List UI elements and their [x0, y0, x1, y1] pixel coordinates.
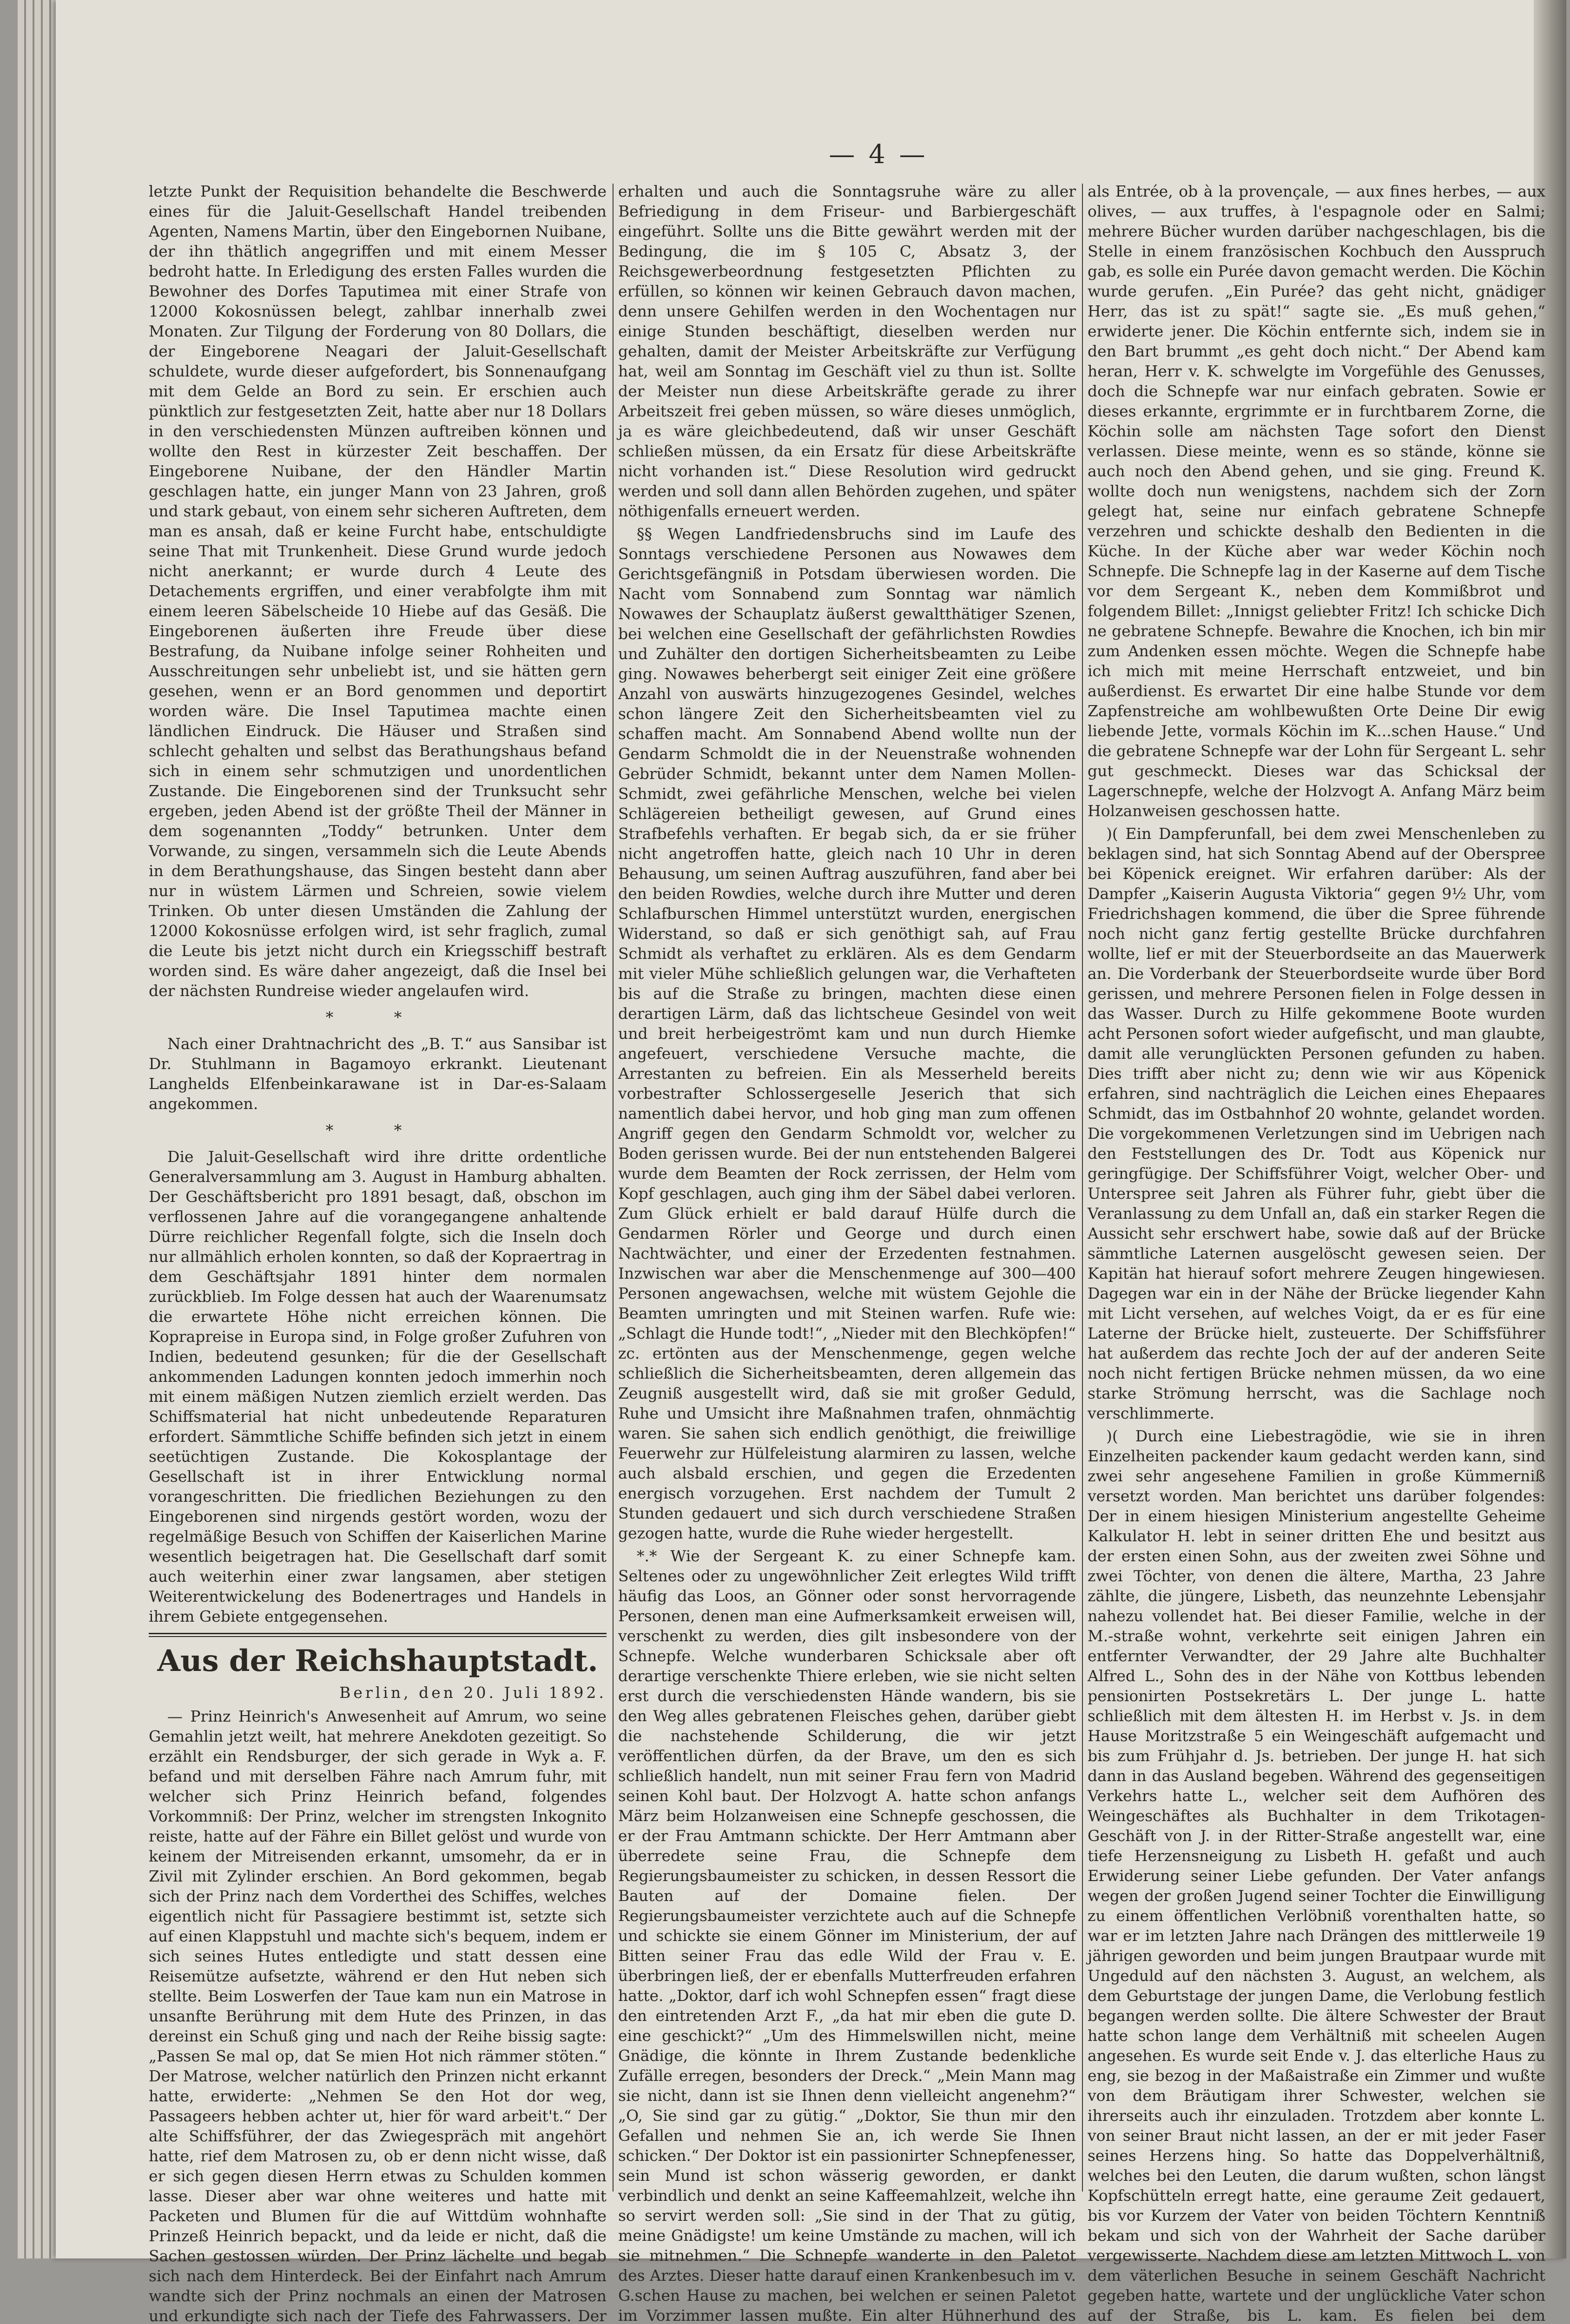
article-paragraph: letzte Punkt der Requisition behandelte die Beschwerde eines für die Jaluit-Gesellschaft Handel treibenden Agenten, Namens Martin, über den Eingebornen Nuibane, der ihn thätlich angegriffen und mit einem Messer bedroht hatte. In Erledigung des ersten Falles wurden die Bewohner des Dorfes Taputimea mit einer Strafe von 12000 Kokosnüssen belegt, zahlbar innerhalb zwei Monaten. Zur Tilgung der Forderung von 80 Dollars, die der Eingeborene Neagari der Jaluit-Gesellschaft schuldete, wurde dieser aufgefordert, bis Sonnenaufgang mit dem Gelde an Bord zu sein. Er erschien auch pünktlich zur festgesetzten Zeit, hatte aber nur 18 Dollars in den verschiedensten Münzen auftreiben können und wollte den Rest in kürzester Zeit beschaffen. Der Eingeborene Nuibane, der den Händler Martin geschlagen hatte, ein junger Mann von 23 Jahren, groß und stark gebaut, von einem sehr sicheren Auftreten, dem man es ansah, daß er keine Furcht habe, entschuldigte seine That mit Trunkenheit. Diese Grund wurde jedoch nicht anerkannt; er wurde durch 4 Leute des Detachements ergriffen, und einer verabfolgte ihm mit einem leeren Säbelscheide 10 Hiebe auf das Gesäß. Die Eingeborenen äußerten ihre Freude über diese Bestrafung, da Nuibane infolge seiner Rohheiten und Ausschreitungen sehr unbeliebt ist, und sie hätten gern gesehen, wenn er an Bord genommen und deportirt worden wäre. Die Insel Taputimea machte einen ländlichen Eindruck. Die Häuser und Straßen sind schlecht gehalten und selbst das Berathungshaus befand sich in einem sehr schmutzigen und unordentlichen Zustande. Die Eingeborenen sind der Trunksucht sehr ergeben, jeden Abend ist der größte Theil der Männer in dem sogenannten „Toddy“ betrunken. Unter dem Vorwande, zu singen, versammeln sich die Leute Abends in dem Berathungshause, das Singen besteht dann aber nur in wüstem Lärmen und Schreien, sowie vielem Trinken. Ob unter diesen Umständen die Zahlung der 12000 Kokosnüsse erfolgen wird, ist sehr fraglich, zumal die Leute bis jetzt nicht durch ein Kriegsschiff bestraft worden sind. Es wäre daher angezeigt, daß die Insel bei der nächsten Rundreise wieder angelaufen wird. [149, 182, 607, 1000]
article-paragraph: Nach einer Drahtnachricht des „B. T.“ aus Sansibar ist Dr. Stuhlmann in Bagamoyo erkrankt. Lieutenant Langhelds Elfenbeinkarawane ist in Dar-es-Salaam angekommen. [149, 1035, 607, 1113]
page-number: — 4 — [829, 139, 928, 170]
section-heading: Aus der Reichshauptstadt. [157, 1644, 598, 1678]
separator-stars: * * [325, 1121, 430, 1139]
dateline: Berlin, den 20. Juli 1892. [339, 1684, 607, 1702]
column-3 [1088, 181, 1545, 2324]
article-paragraph: §§ Wegen Landfriedensbruchs sind im Laufe des Sonntags verschiedene Personen aus Nowawes dem Gerichtsgefängniß in Potsdam überwiesen worden. Die Nacht vom Sonnabend zum Sonntag war nämlich Nowawes der Schauplatz äußerst gewaltthätiger Szenen, bei welchen eine Gesellschaft der gefährlichsten Rowdies und Zuhälter den dortigen Sicherheitsbeamten zu Leibe ging. Nowawes beherbergt seit einiger Zeit eine größere Anzahl von auswärts hinzugezogenes Gesindel, welches schon längere Zeit den Sicherheitsbeamten viel zu schaffen macht. Am Sonnabend Abend wollte nun der Gendarm Schmoldt die in der Neuenstraße wohnenden Gebrüder Schmidt, bekannt unter dem Namen Mollen-Schmidt, zwei gefährliche Menschen, welche bei vielen Schlägereien betheiligt gewesen, auf Grund eines Strafbefehls verhaften. Er begab sich, da er sie früher nicht angetroffen hatte, gleich nach 10 Uhr in deren Behausung, um seinen Auftrag auszuführen, fand aber bei den beiden Rowdies, welche durch ihre Mutter und deren Schlafburschen Himmel unterstützt wurden, energischen Widerstand, so daß er sich genöthigt sah, auf Frau Schmidt als verhaftet zu erklären. Als es dem Gendarm mit vieler Mühe schließlich gelungen war, die Verhafteten bis auf die Straße zu bringen, machten diese einen derartigen Lärm, daß das lichtscheue Gesindel von weit und breit herbeigeströmt kam und nun durch Hiemke angefeuert, verschiedene Versuche machte, die Arrestanten zu befreien. Ein als Messerheld bereits vorbestrafter Schlossergeselle Jeserich that sich namentlich dabei hervor, und hob ging man zum offenen Angriff gegen den Gendarm Schmoldt vor, welcher zu Boden gerissen wurde. Bei der nun entstehenden Balgerei wurde dem Beamten der Rock zerrissen, der Helm vom Kopf geschlagen, auch ging ihm der Säbel dabei verloren. Zum Glück erhielt er bald darauf Hülfe durch die Gendarmen Rörler und George und durch einen Nachtwächter, und einer der Erzedenten festnahmen. Inzwischen war aber die Menschenmenge auf 300—400 Personen angewachsen, welche mit wüstem Gejohle die Beamten umringten und mit Steinen warfen. Rufe wie: „Schlagt die Hunde todt!“, „Nieder mit den Blechköpfen!“ zc. ertönten aus der Menschenmenge, gegen welche schließlich die Sicherheitsbeamten, deren allgemein das Zeugniß ausgestellt wird, daß sie mit großer Geduld, Ruhe und Umsicht ihre Maßnahmen trafen, ohnmächtig waren. Sie sahen sich endlich genöthigt, die freiwillige Feuerwehr zur Hülfeleistung alarmiren zu lassen, welche auch alsbald erschien, und gegen die Erzedenten energisch vorzugehen. Erst nachdem der Tumult 2 Stunden gedauert und sich durch verschiedene Straßen gezogen hatte, wurde die Ruhe wieder hergestellt. [618, 525, 1076, 1542]
column-2 [618, 181, 1076, 2324]
column-rule-2 [1082, 184, 1083, 2192]
separator-stars: * * [325, 1008, 430, 1026]
article-paragraph: *.* Wie der Sergeant K. zu einer Schnepfe kam. Seltenes oder zu ungewöhnlicher Zeit erlegtes Wild trifft häufig das Loos, an Gönner oder sonst hervorragende Personen, denen man eine Aufmerksamkeit erweisen will, verschenkt zu werden, dies gilt insbesondere von der Schnepfe. Welche wunderbaren Schicksale aber oft derartige verschenkte Thiere erleben, wie sie nicht selten erst durch die verschiedensten Hände wandern, bis sie den Weg alles gebratenen Fleisches gehen, darüber giebt die nachstehende Schilderung, die wir jetzt veröffentlichen dürfen, da der Brave, um den es sich schließlich handelt, nun mit seiner Frau fern von Madrid seinen Kohl baut. Der Holzvogt A. hatte schon anfangs März beim Holzanweisen eine Schnepfe geschossen, die er der Frau Amtmann schickte. Der Herr Amtmann aber überredete seine Frau, die Schnepfe dem Regierungsbaumeister zu schicken, in dessen Ressort die Bauten auf der Domaine fielen. Der Regierungsbaumeister verzichtete auch auf die Schnepfe und schickte sie einem Gönner im Ministerium, der auf Bitten seiner Frau das edle Wild der Frau v. E. überbringen ließ, der er ebenfalls Mutterfreuden erfahren hatte. „Doktor, darf ich wohl Schnepfen essen“ fragt diese den eintretenden Arzt F., „da hat mir eben die gute D. eine geschickt?“ „Um des Himmelswillen nicht, meine Gnädige, die könnte in Ihrem Zustande bedenkliche Zufälle erregen, besonders der Dreck.“ „Mein Mann mag sie nicht, dann ist sie Ihnen denn vielleicht angenehm?“ „O, Sie sind gar zu gütig.“ „Doktor, Sie thun mir den Gefallen und nehmen Sie an, ich werde Sie Ihnen schicken.“ Der Doktor ist ein passionirter Schnepfenesser, sein Mund ist schon wässerig geworden, er dankt verbindlich und denkt an seine Kaffeemahlzeit, welche ihn so servirt werden soll: „Sie sind in der That zu gütig, meine Gnädigste! um keine Umstände zu machen, will ich sie mitnehmen.“ Die Schnepfe wanderte in den Paletot des Arztes. Dieser hatte darauf einen Krankenbesuch im v. G.schen Hause zu machen, bei welchen er seinen Paletot im Vorzimmer lassen mußte. Ein alter Hühnerhund des [618, 1547, 1076, 2324]
section-rule [149, 1636, 607, 1637]
column-1 [149, 181, 607, 2324]
newspaper-page [56, 0, 1566, 2324]
article-paragraph: als Entrée, ob à la provençale, — aux fines herbes, — aux olives, — aux truffes, à l'espagnole oder en Salmi; mehrere Bücher wurden darüber nachgeschlagen, bis die Stelle in einem französischen Kochbuch den Ausspruch gab, es solle ein Purée davon gemacht werden. Die Köchin wurde gerufen. „Ein Purée? das geht nicht, gnädiger Herr, das ist zu spät!“ sagte sie. „Es muß gehen,“ erwiderte jener. Die Köchin entfernte sich, indem sie in den Bart brummt „es geht doch nicht.“ Der Abend kam heran, Herr v. K. schwelgte im Vorgefühle des Genusses, doch die Schnepfe war nur einfach gebraten. Sowie er dieses erkannte, ergrimmte er in furchtbarem Zorne, die Köchin solle am nächsten Tage sofort den Dienst verlassen. Diese meinte, wenn es so stände, könne sie auch noch den Abend gehen, und sie ging. Freund K. wollte doch nun wenigstens, nachdem sich der Zorn gelegt hat, seine nur einfach gebratene Schnepfe verzehren und schickte deshalb den Bedienten in die Küche. In der Küche aber war weder Köchin noch Schnepfe. Die Schnepfe lag in der Kaserne auf dem Tische vor dem Sergeant K., neben dem Kommißbrot und folgendem Billet: „Innigst geliebter Fritz! Ich schicke Dich ne gebratene Schnepfe. Bewahre die Knochen, ich bin mir zum Andenken essen möchte. Wegen die Schnepfe habe ich mich mit meine Herrschaft entzweiet, und bin außerdienst. Es erwartet Dir eine halbe Stunde vor dem Zapfenstreiche am wohlbewußten Orte Deine Dir ewig liebende Jette, vormals Köchin im K...schen Hause.“ Und die gebratene Schnepfe war der Lohn für Sergeant L. sehr gut geschmeckt. Dieses war das Schicksal der Lagerschnepfe, welche der Holzvogt A. Anfang März beim Holzanweisen geschossen hatte. [1088, 182, 1545, 820]
section-rule [149, 1633, 607, 1634]
article-paragraph: )( Ein Dampferunfall, bei dem zwei Menschenleben zu beklagen sind, hat sich Sonntag Abend auf der Oberspree bei Köpenick ereignet. Wir erfahren darüber: Als der Dampfer „Kaiserin Augusta Viktoria“ gegen 9½ Uhr, vom Friedrichshagen kommend, die über die Spree führende noch nicht ganz fertig gestellte Brücke durchfahren wollte, lief er mit der Steuerbordseite an das Mauerwerk an. Die Vorderbank der Steuerbordseite wurde über Bord gerissen, und mehrere Personen fielen in Folge dessen in das Wasser. Durch zu Hilfe gekommene Boote wurden acht Personen sofort wieder aufgefischt, und man glaubte, damit alle verunglückten Personen gefunden zu haben. Dies trifft aber nicht zu; denn wie wir aus Köpenick erfahren, sind nachträglich die Leichen eines Ehepaares Schmidt, das im Ostbahnhof 20 wohnte, gelandet worden. Die vorgekommenen Verletzungen sind im Uebrigen nach den Feststellungen des Dr. Todt aus Köpenick nur geringfügige. Der Schiffsführer Voigt, welcher Ober- und Unterspree seit Jahren als Führer fuhr, giebt über die Veranlassung zu dem Unfall an, daß ein starker Regen die Aussicht sehr erschwert habe, sowie daß auf der Brücke sämmtliche Laternen ausgelöscht gewesen seien. Der Kapitän hat hierauf sofort mehrere Zeugen hingewiesen. Dagegen war ein in der Nähe der Brücke liegender Kahn mit Licht versehen, auf welches Voigt, da er es für eine Laterne der Brücke hielt, zusteuerte. Der Schiffsführer hat außerdem das rechte Joch der auf der anderen Seite noch nicht fertigen Brücke nehmen müssen, da wo eine starke Strömung herrscht, was die Sachlage noch verschlimmerte. [1088, 825, 1545, 1422]
article-paragraph: — Prinz Heinrich's Anwesenheit auf Amrum, wo seine Gemahlin jetzt weilt, hat mehrere Anekdoten gezeitigt. So erzählt ein Rendsburger, der sich gerade in Wyk a. F. befand und mit derselben Fähre nach Amrum fuhr, mit welcher sich Prinz Heinrich befand, folgendes Vorkommniß: Der Prinz, welcher im strengsten Inkognito reiste, hatte auf der Fähre ein Billet gelöst und wurde von keinem der Mitreisenden erkannt, umsomehr, da er in Zivil mit Zylinder erschien. An Bord gekommen, begab sich der Prinz nach dem Vorderthei des Schiffes, welches eigentlich nicht für Passagiere bestimmt ist, setzte sich auf einen Klappstuhl und machte sich's bequem, indem er sich seines Hutes entledigte und statt dessen eine Reisemütze aufsetzte, während er den Hut neben sich stellte. Beim Loswerfen der Taue kam nun ein Matrose in unsanfte Berührung mit dem Hute des Prinzen, in das dereinst ein Schuß ging und nach der Reihe bissig sagte: „Passen Se mal op, dat Se mien Hot nich rämmer stöten.“ Der Matrose, welcher natürlich den Prinzen nicht erkannt hatte, erwiderte: „Nehmen Se den Hot dor weg, Passageers hebben achter ut, hier för ward arbeit't.“ Der alte Schiffsführer, der das Zwiegespräch mit angehört hatte, rief dem Matrosen zu, ob er denn nicht wisse, daß er sich gegen diesen Herrn etwas zu Schulden kommen lasse. Dieser aber war ohne weiteres und hatte mit Packeten und Blumen für die auf Wittdüm wohnhafte Prinzeß Heinrich bepackt, und da leide er nicht, daß die Sachen gestossen würden. Der Prinz lächelte und begab sich nach dem Hinterdeck. Bei der Einfahrt nach Amrum wandte sich der Prinz nochmals an einen der Matrosen und erkundigte sich nach der Tiefe des Fahrwassers. Der [149, 1707, 607, 2324]
article-paragraph: Die Jaluit-Gesellschaft wird ihre dritte ordentliche Generalversammlung am 3. August in Hamburg abhalten. Der Geschäftsbericht pro 1891 besagt, daß, obschon im verflossenen Jahre auf die vorangegangene anhaltende Dürre reichlicher Regenfall folgte, sich die Inseln doch nur allmählich erholen konnten, so daß der Kopraertrag in dem Geschäftsjahr 1891 hinter dem normalen zurückblieb. Im Folge dessen hat auch der Waarenumsatz die erwartete Höhe nicht erreichen können. Die Koprapreise in Europa sind, in Folge großer Zufuhren von Indien, bedeutend gesunken; für die der Gesellschaft ankommenden Ladungen konnten jedoch immerhin noch mit einem mäßigen Nutzen ziemlich erzielt werden. Das Schiffsmaterial hat nicht unbedeutende Reparaturen erfordert. Sämmtliche Schiffe befinden sich jetzt in einem seetüchtigen Zustande. Die Kokosplantage der Gesellschaft ist in ihrer Entwicklung normal vorangeschritten. Die friedlichen Beziehungen zu den Eingeborenen sind nirgends gestört worden, wozu der regelmäßige Besuch von Schiffen der Kaiserlichen Marine wesentlich beigetragen hat. Die Gesellschaft darf somit auch weiterhin einer zwar langsamen, aber stetigen Weiterentwickelung des Bodenertrages und Handels in ihrem Gebiete entgegensehen. [149, 1148, 607, 1625]
article-paragraph: erhalten und auch die Sonntagsruhe wäre zu aller Befriedigung in dem Friseur- und Barbiergeschäft eingeführt. Sollte uns die Bitte gewährt werden mit der Bedingung, die im § 105 C, Absatz 3, der Reichsgewerbeordnung festgesetzten Pflichten zu erfüllen, so können wir keinen Gebrauch davon machen, denn unsere Gehilfen werden in den Wochentagen nur einige Stunden beschäftigt, dieselben werden nur gehalten, damit der Meister Arbeitskräfte zur Verfügung hat, weil am Sonntag im Geschäft viel zu thun ist. Sollte der Meister nun diese Arbeitskräfte gerade zu ihrer Arbeitszeit frei geben müssen, so wäre dieses unmöglich, ja es wäre gleichbedeutend, daß wir unser Geschäft schließen müssen, da ein Ersatz für diese Arbeitskräfte nicht vorhanden ist.“ Diese Resolution wird gedruckt werden und soll dann allen Behörden zugehen, und später nöthigenfalls erneuert werden. [618, 182, 1076, 520]
article-paragraph: )( Durch eine Liebestragödie, wie sie in ihren Einzelheiten packender kaum gedacht werden kann, sind zwei sehr angesehene Familien in große Kümmerniß versetzt worden. Man berichtet uns darüber folgendes: Der in einem hiesigen Ministerium angestellte Geheime Kalkulator H. lebt in seiner dritten Ehe und besitzt aus der ersten einen Sohn, aus der zweiten zwei Söhne und zwei Töchter, von denen die ältere, Martha, 23 Jahre zählte, die jüngere, Lisbeth, das neunzehnte Lebensjahr nahezu vollendet hat. Bei dieser Familie, welche in der M.-straße wohnt, verkehrte seit einigen Jahren ein entfernter Verwandter, der 29 Jahre alte Buchhalter Alfred L., Sohn des in der Nähe von Kottbus lebenden pensionirten Postsekretärs L. Der junge L. hatte schließlich mit dem ältesten H. im Herbst v. Js. in dem Hause Moritzstraße 5 ein Weingeschäft aufgemacht und bis zum Frühjahr d. Js. betrieben. Der junge H. hat sich dann in das Ausland begeben. Während des gegenseitigen Verkehrs hatte L., welcher seit dem Aufhören des Weingeschäftes als Buchhalter in dem Trikotagen-Geschäft von J. in der Ritter-Straße angestellt war, eine tiefe Herzensneigung zu Lisbeth H. gefaßt und auch Erwiderung seiner Liebe gefunden. Der Vater anfangs wegen der großen Jugend seiner Tochter die Einwilligung zu einem öffentlichen Verlöbniß vorenthalten hatte, so war er im letzten Jahre nach Drängen des mittlerweile 19 jährigen geworden und beim jungen Brautpaar wurde mit Ungeduld auf den nächsten 3. August, an welchem, als dem Geburtstage der jungen Dame, die Verlobung festlich begangen werden sollte. Die ältere Schwester der Braut hatte schon lange dem Verhältniß mit scheelen Augen angesehen. Es wurde seit Ende v. J. das elterliche Haus zu eng, sie bezog in der Maßaistraße ein Zimmer und wußte von dem Bräutigam ihrer Schwester, welchen sie ihrerseits auch ihr einzuladen. Trotzdem aber konnte L. von seiner Braut nicht lassen, an der er mit jeder Faser seines Herzens hing. So hatte das Doppelverhältniß, welches bei den Leuten, die darum wußten, schon längst Kopfschütteln erregt hatte, eine geraume Zeit gedauert, bis vor Kurzem der Vater von beiden Töchtern Kenntniß bekam und sich von der Wahrheit der Sache darüber vergewisserte. Nachdem diese am letzten Mittwoch L. von dem väterlichen Besuche in seinem Geschäft Nachricht gegeben hatte, wartete und der unglückliche Vater schon auf der Straße, bis L. kam. Es fielen bei dem [1088, 1427, 1545, 2324]
